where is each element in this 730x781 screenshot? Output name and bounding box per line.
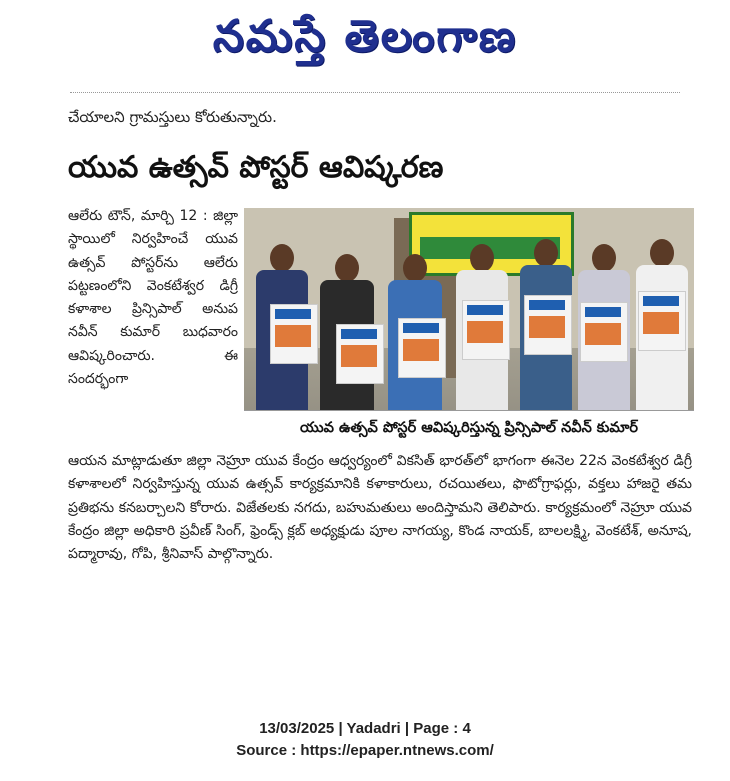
article-lead-column: ఆలేరు టౌన్, మార్చి 12 : జిల్లా స్థాయిలో నిర్వహించే యువ ఉత్సవ్ పోస్టర్‌ను ఆలేరు పట్టణంలోని వెంకటేశ్వర డిగ్రీ కళాశాల ప్రిన్సిపాల్ అనుప నవీన్ కుమార్ బుధవారం ఆవిష్కరించారు. ఈ సందర్భంగా: [68, 208, 238, 388]
clipping-top-edge: [70, 92, 680, 97]
previous-article-line: చేయాలని గ్రామస్తులు కోరుతున్నారు.: [68, 108, 277, 126]
photo-caption: యువ ఉత్సవ్ పోస్టర్ ఆవిష్కరిస్తున్న ప్రిన్సిపాల్ నవీన్ కుమార్: [244, 410, 694, 445]
article-body: ఆయన మాట్లాడుతూ జిల్లా నెహ్రూ యువ కేంద్రం ఆధ్వర్యంలో వికసిత్ భారత్‌లో భాగంగా ఈనెల 22న వెంకటేశ్వర డిగ్రీ కళాశాలలో నిర్వహిస్తున్న యువ ఉత్సవ్ కార్యక్రమానికి కళాకారులు, రచయితలు, ఫొటోగ్రాఫర్లు, వక్తలు హాజరై తమ ప్రతిభను కనబర్చాలని కోరారు. విజేతలకు నగదు, బహుమతులు అందిస్తామని తెలిపారు. కార్యక్రమంలో నెహ్రూ యువ కేంద్రం జిల్లా అధికారి ప్రవీణ్ సింగ్, ఫ్రెండ్స్ క్లబ్ అధ్యక్షుడు పూల నాగయ్య, కొండ నాయక్, బాలలక్ష్మి, వెంకటేశ్, అనూష, పద్మారావు, గోపి, శ్రీనివాస్ పాల్గొన్నారు.: [68, 453, 692, 563]
source-line: Source : https://epaper.ntnews.com/: [236, 742, 494, 759]
newspaper-masthead: నమస్తే తెలంగాణ: [212, 11, 518, 62]
article-headline: యువ ఉత్సవ్ పోస్టర్ ఆవిష్కరణ: [68, 150, 444, 185]
edition-line: 13/03/2025 | Yadadri | Page : 4: [259, 720, 471, 737]
article-photo: [244, 208, 694, 444]
